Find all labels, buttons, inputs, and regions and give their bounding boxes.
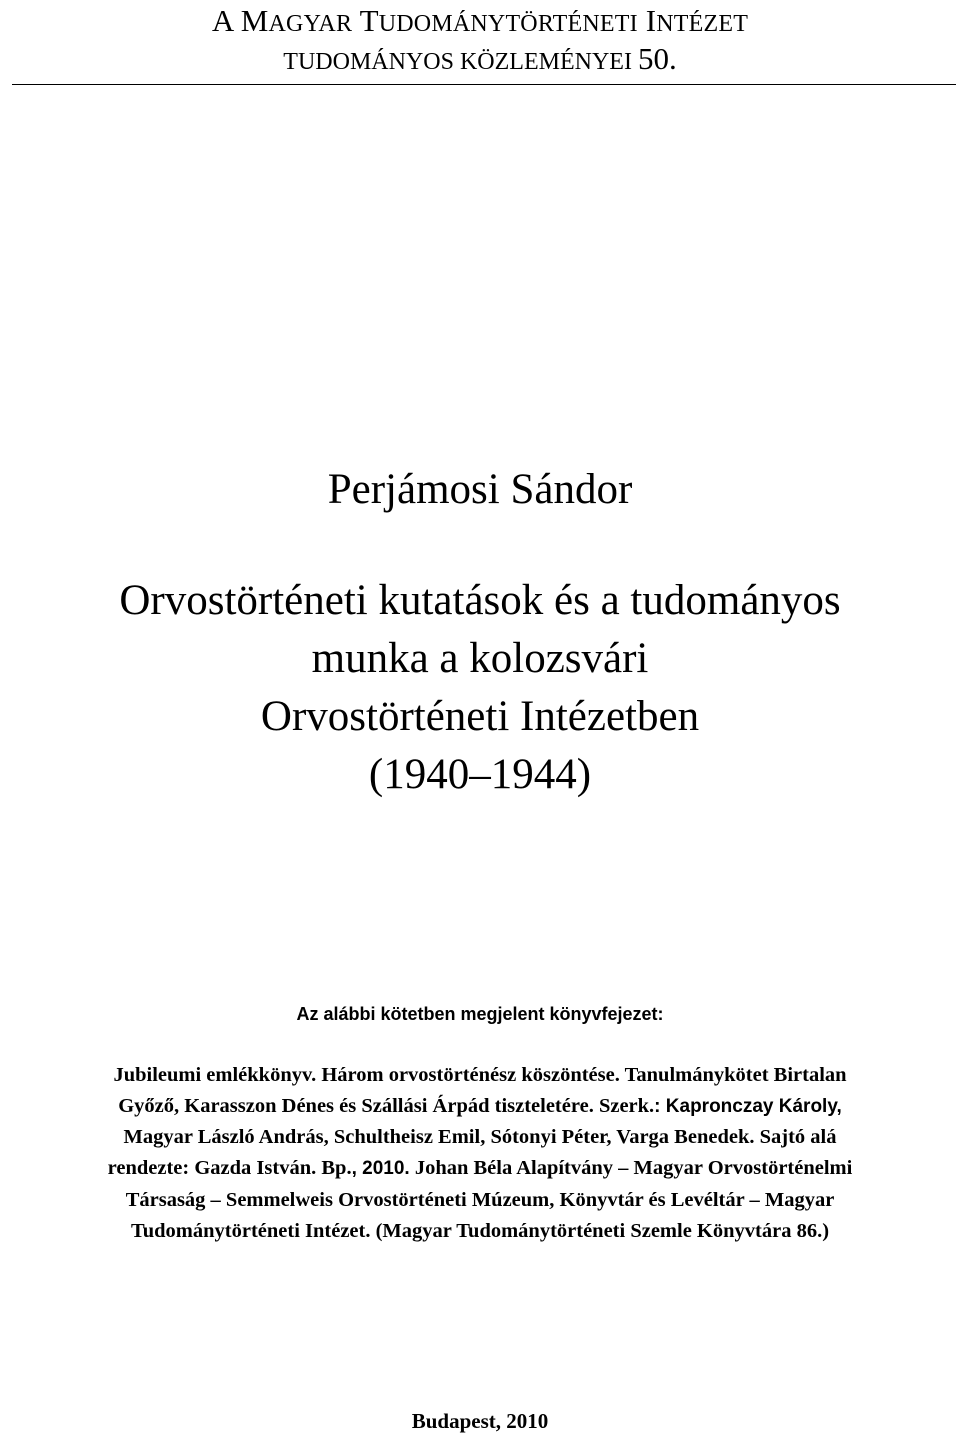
citation-line: Társaság – Semmelweis Orvostörténeti Múzeum, Könyvtár és Levéltár – Magyar — [125, 1188, 835, 1211]
citation-line: rendezte: Gazda István. Bp., 2010. Johan Béla Alapítvány – Magyar Orvostörténelmi — [107, 1157, 853, 1180]
title-line: (1940–1944) — [368, 751, 592, 798]
citation — [0, 1060, 960, 1246]
citation-line: Tudománytörténeti Intézet. (Magyar Tudománytörténeti Szemle Könyvtára 86.) — [130, 1219, 830, 1242]
chapter-intro: Az alábbi kötetben megjelent könyvfejezet: — [296, 1004, 664, 1024]
author-name: Perjámosi Sándor — [327, 466, 633, 513]
citation-line: Magyar László András, Schultheisz Emil, Sótonyi Péter, Varga Benedek. Sajtó alá — [123, 1126, 837, 1149]
place-date: Budapest, 2010 — [411, 1409, 549, 1433]
series-title-line-2: TUDOMÁNYOS KÖZLEMÉNYEI 50. — [283, 41, 677, 76]
book-title — [0, 572, 960, 804]
series-title-line-1: A MAGYAR TUDOMÁNYTÖRTÉNETI INTÉZET — [211, 3, 749, 38]
header-rule — [12, 84, 956, 85]
title-line: Orvostörténeti Intézetben — [260, 693, 700, 740]
citation-line: Jubileumi emlékkönyv. Három orvostörténész köszöntése. Tanulmánykötet Birtalan — [113, 1064, 847, 1086]
title-line: Orvostörténeti kutatások és a tudományos — [119, 577, 841, 624]
title-line: munka a kolozsvári — [311, 635, 649, 682]
citation-line: Győző, Karasszon Dénes és Szállási Árpád tiszteletére. Szerk.: Kapronczay Károly, — [118, 1094, 842, 1117]
